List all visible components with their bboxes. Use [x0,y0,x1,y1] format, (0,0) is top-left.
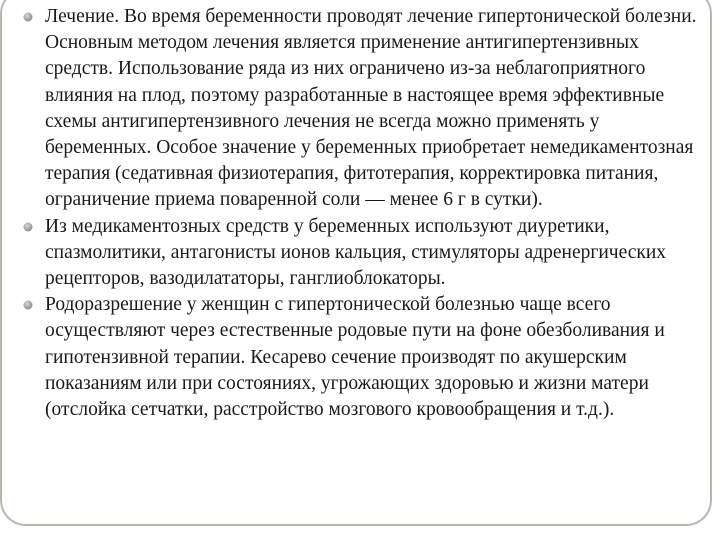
bullet-dot-icon [23,300,33,310]
bullet-item-delivery [22,292,702,423]
bullet-text: Лечение. Во время беременности проводят лечение гипертонической болезни. Основным методом лечения является применение антигипертензивных средств. Использование ряда из них ограничено из-за неблагоприятного влияния на плод, поэтому разработанные в настоящее время эффективные схемы антигипертензивного лечения не всегда можно применять у беременных. Особое значение у беременных приобретает немедикаментозная терапия (седативная физиотерапия, фитотерапия, корректировка питания, ограничение приема поваренной соли — менее 6 г в сутки). [45,6,697,211]
bullet-dot-icon [23,222,33,232]
bullet-text: Родоразрешение у женщин с гипертонической болезнью чаще всего осуществляют через естественные родовые пути на фоне обезболивания и гипотензивной терапии. Кесарево сечение производят по акушерским показаниям или при состояниях, угрожающих здоровью и жизни матери (отслойка сетчатки, расстройство мозгового кровообращения и т.д.). [45,294,665,421]
bullet-dot-icon [23,12,33,22]
bullet-list [22,4,702,423]
bullet-item-treatment [22,4,702,214]
bullet-item-medications [22,214,702,293]
bullet-text: Из медикаментозных средств у беременных используют диуретики, спазмолитики, антагонисты ионов кальция, стимуляторы адренергических рецепторов, вазодилататоры, ганглиоблокаторы. [45,215,667,290]
